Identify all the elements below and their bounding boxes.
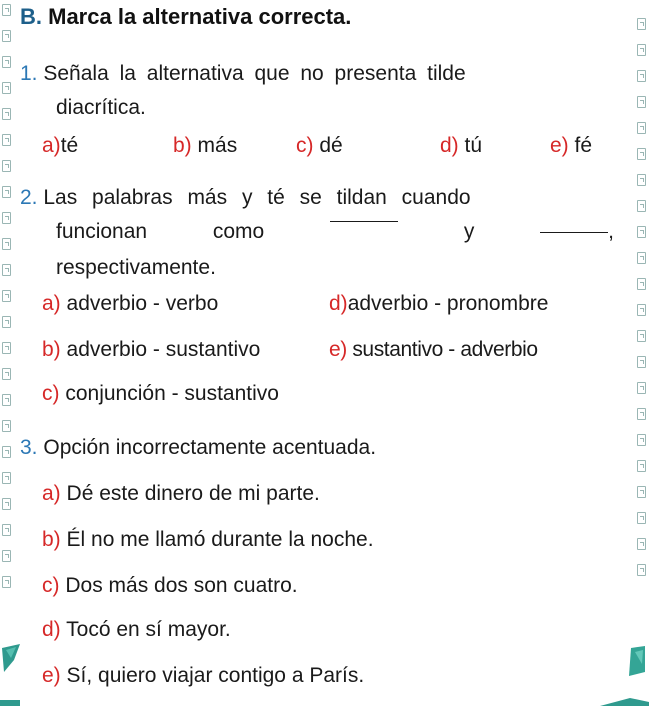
q2-option-b[interactable]	[42, 338, 260, 362]
q2-line1	[20, 186, 471, 210]
q2-option-c-letter: c)	[42, 382, 60, 405]
q1-line1	[20, 62, 466, 86]
q3-option-d[interactable]	[42, 618, 231, 642]
q1-line2: diacrítica.	[56, 96, 146, 119]
q2-option-b-text: adverbio - sustantivo	[66, 338, 261, 361]
q1-option-e[interactable]	[550, 134, 592, 158]
q3-option-e-text: Sí, quiero viajar contigo a París.	[66, 664, 365, 687]
decorative-leaf-left	[0, 644, 22, 674]
q3-option-b[interactable]	[42, 528, 374, 552]
right-greek-border	[635, 0, 649, 706]
q3-option-d-text: Tocó en sí mayor.	[66, 618, 231, 641]
q1-option-c-text: dé	[319, 134, 343, 157]
q3-option-e[interactable]	[42, 664, 364, 688]
q3-line	[20, 436, 376, 460]
q1-option-e-text: fé	[574, 134, 593, 157]
q1-option-d[interactable]	[440, 134, 482, 158]
q1-option-a[interactable]	[42, 134, 78, 158]
q2-option-a-text: adverbio - verbo	[66, 292, 219, 315]
q2-text-line1: Las palabras más y té se tildan cuando	[43, 186, 471, 209]
q1-option-c[interactable]	[296, 134, 343, 158]
q2-comma: ,	[608, 220, 614, 243]
q3-option-b-letter: b)	[42, 528, 61, 551]
section-title: Marca la alternativa correcta.	[48, 4, 352, 29]
q2-blank-1[interactable]	[330, 220, 398, 222]
q2-option-d-text: adverbio - pronombre	[347, 292, 549, 315]
q2-line2	[56, 220, 614, 244]
q2-option-c-text: conjunción - sustantivo	[65, 382, 279, 405]
q2-option-d-letter: d)	[329, 292, 348, 315]
q2-word-como: como	[212, 220, 265, 243]
decorative-bottom-edge	[0, 696, 649, 706]
q3-option-a-letter: a)	[42, 482, 61, 505]
q2-option-d[interactable]	[329, 292, 548, 316]
section-letter: B.	[20, 4, 42, 29]
q1-option-b-letter: b)	[173, 134, 192, 157]
q1-option-e-letter: e)	[550, 134, 569, 157]
q3-option-d-letter: d)	[42, 618, 61, 641]
q2-number: 2.	[20, 186, 38, 209]
q2-word-y: y	[463, 220, 475, 243]
q2-blank-2[interactable]	[540, 231, 608, 233]
section-heading	[20, 4, 351, 30]
q1-option-b[interactable]	[173, 134, 237, 158]
q1-option-b-text: más	[197, 134, 238, 157]
q2-option-e[interactable]	[329, 338, 538, 362]
q1-option-c-letter: c)	[296, 134, 314, 157]
q2-word-funcionan: funcionan	[56, 220, 148, 243]
q3-text: Opción incorrectamente acentuada.	[43, 436, 377, 459]
q2-line3: respectivamente.	[56, 256, 216, 279]
q2-option-e-letter: e)	[329, 338, 347, 361]
q2-option-e-text: sustantivo - adverbio	[352, 338, 538, 361]
q1-option-d-letter: d)	[440, 134, 459, 157]
decorative-leaf-right	[627, 646, 647, 676]
q2-option-c[interactable]	[42, 382, 279, 406]
q1-text-line1: Señala la alternativa que no presenta tilde	[43, 62, 466, 85]
q1-number: 1.	[20, 62, 38, 85]
q2-option-a[interactable]	[42, 292, 218, 316]
q1-option-a-letter: a)	[42, 134, 61, 157]
q3-option-c-letter: c)	[42, 574, 60, 597]
q3-option-e-letter: e)	[42, 664, 61, 687]
q1-option-a-text: té	[60, 134, 79, 157]
q3-number: 3.	[20, 436, 38, 459]
q3-option-b-text: Él no me llamó durante la noche.	[66, 528, 374, 551]
q3-option-c[interactable]	[42, 574, 298, 598]
q2-option-b-letter: b)	[42, 338, 61, 361]
q3-option-a-text: Dé este dinero de mi parte.	[66, 482, 320, 505]
q2-option-a-letter: a)	[42, 292, 61, 315]
q1-option-d-text: tú	[464, 134, 483, 157]
left-greek-border	[0, 0, 14, 706]
q3-option-a[interactable]	[42, 482, 320, 506]
q3-option-c-text: Dos más dos son cuatro.	[65, 574, 298, 597]
